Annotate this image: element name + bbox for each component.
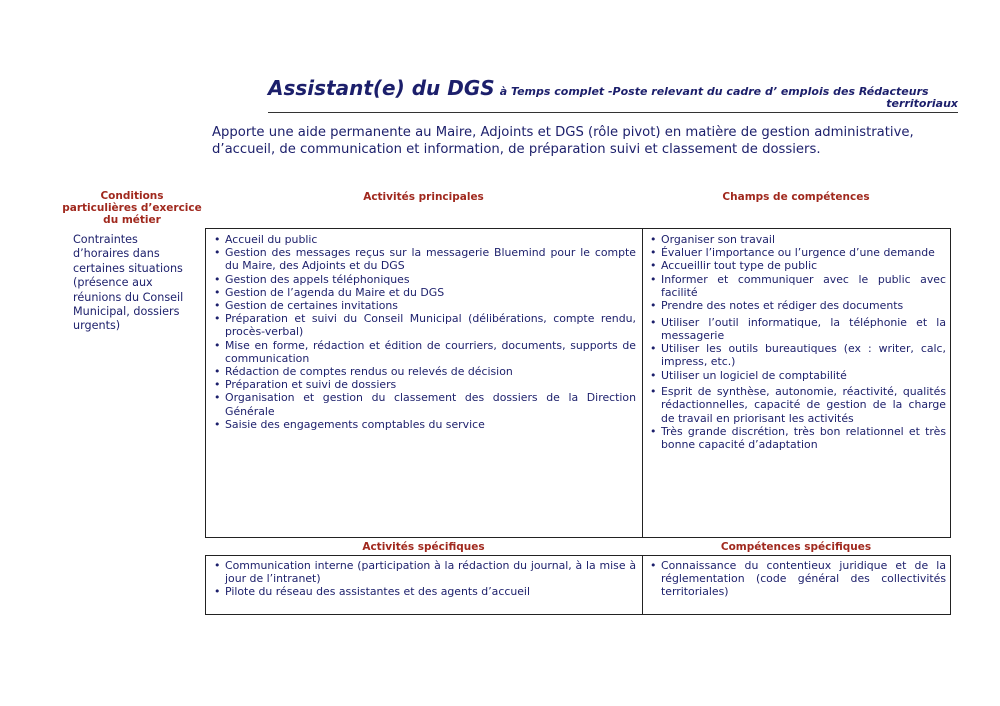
job-subtitle-continued: territoriaux <box>886 97 958 110</box>
list-item: • Utiliser les outils bureautiques (ex : writer, calc, impress, etc.) <box>650 342 946 369</box>
champs-competences-list <box>648 233 946 451</box>
list-item: • Rédaction de comptes rendus ou relevés de décision <box>214 365 513 379</box>
list-item: • Gestion de l’agenda du Maire et du DGS <box>214 285 445 299</box>
list-item: • Accueillir tout type de public <box>650 259 818 273</box>
intro-paragraph: Apporte une aide permanente au Maire, Adjoints et DGS (rôle pivot) en matière de gestion administrative, d’accueil, de communication et information, de préparation suivi et classement de dossiers. <box>212 125 914 157</box>
activites-principales-heading: Activités principales <box>363 191 484 203</box>
list-item: • Informer et communiquer avec le public avec facilité <box>650 272 946 299</box>
list-item: • Très grande discrétion, très bon relationnel et très bonne capacité d’adaptation <box>650 424 946 452</box>
list-item: • Gestion des appels téléphoniques <box>214 272 410 286</box>
list-item: • Gestion des messages reçus sur la messagerie Bluemind pour le compte du Maire, des Adjoints et du DGS <box>214 246 636 273</box>
list-item: • Utiliser un logiciel de comptabilité <box>650 368 847 382</box>
list-item: • Organisation et gestion du classement des dossiers de la Direction Générale <box>214 391 636 418</box>
list-item: • Gestion de certaines invitations <box>214 299 398 313</box>
competences-specifiques-list <box>648 559 946 599</box>
list-item: • Saisie des engagements comptables du service <box>214 417 485 431</box>
list-item: • Mise en forme, rédaction et édition de courriers, documents, supports de communication <box>214 338 636 365</box>
job-subtitle: à Temps complet -Poste relevant du cadre d’ emplois des Rédacteurs <box>499 85 929 98</box>
activites-specifiques-list <box>212 559 636 599</box>
list-item: • Esprit de synthèse, autonomie, réactivité, qualités rédactionnelles, capacité de gestion de la charge de travail en priorisant les activités <box>650 385 946 425</box>
list-item: • Préparation et suivi du Conseil Municipal (délibérations, compte rendu, procès-verbal) <box>214 312 636 339</box>
list-item: • Accueil du public <box>214 233 318 246</box>
column-divider <box>642 556 643 614</box>
list-item: • Évaluer l’importance ou l’urgence d’une demande <box>650 246 935 260</box>
list-item: • Préparation et suivi de dossiers <box>214 378 397 392</box>
column-divider <box>642 229 643 537</box>
champs-competences-heading: Champs de compétences <box>722 191 870 203</box>
list-item: • Organiser son travail <box>650 233 775 246</box>
list-item: • Communication interne (participation à la rédaction du journal, à la mise à jour de l’intranet) <box>214 559 636 586</box>
specific-table <box>205 555 951 615</box>
title-divider <box>268 112 958 113</box>
main-table <box>205 228 951 538</box>
activites-specifiques-heading: Activités spécifiques <box>362 541 485 553</box>
job-title: Assistant(e) du DGS <box>268 76 495 100</box>
list-item: • Pilote du réseau des assistantes et des agents d’accueil <box>214 585 530 599</box>
competences-specifiques-heading: Compétences spécifiques <box>720 541 872 553</box>
list-item: • Connaissance du contentieux juridique et de la réglementation (code général des collectivités territoriales) <box>650 559 946 599</box>
document-title <box>268 76 958 100</box>
activites-principales-list <box>212 233 636 431</box>
conditions-text: Contraintes d’horaires dans certaines situations (présence aux réunions du Conseil Municipal, dossiers urgents) <box>73 233 184 333</box>
conditions-heading: Conditions particulières d’exercice du métier <box>62 190 202 226</box>
list-item: • Prendre des notes et rédiger des documents <box>650 299 904 313</box>
list-item: • Utiliser l’outil informatique, la téléphonie et la messagerie <box>650 315 946 342</box>
